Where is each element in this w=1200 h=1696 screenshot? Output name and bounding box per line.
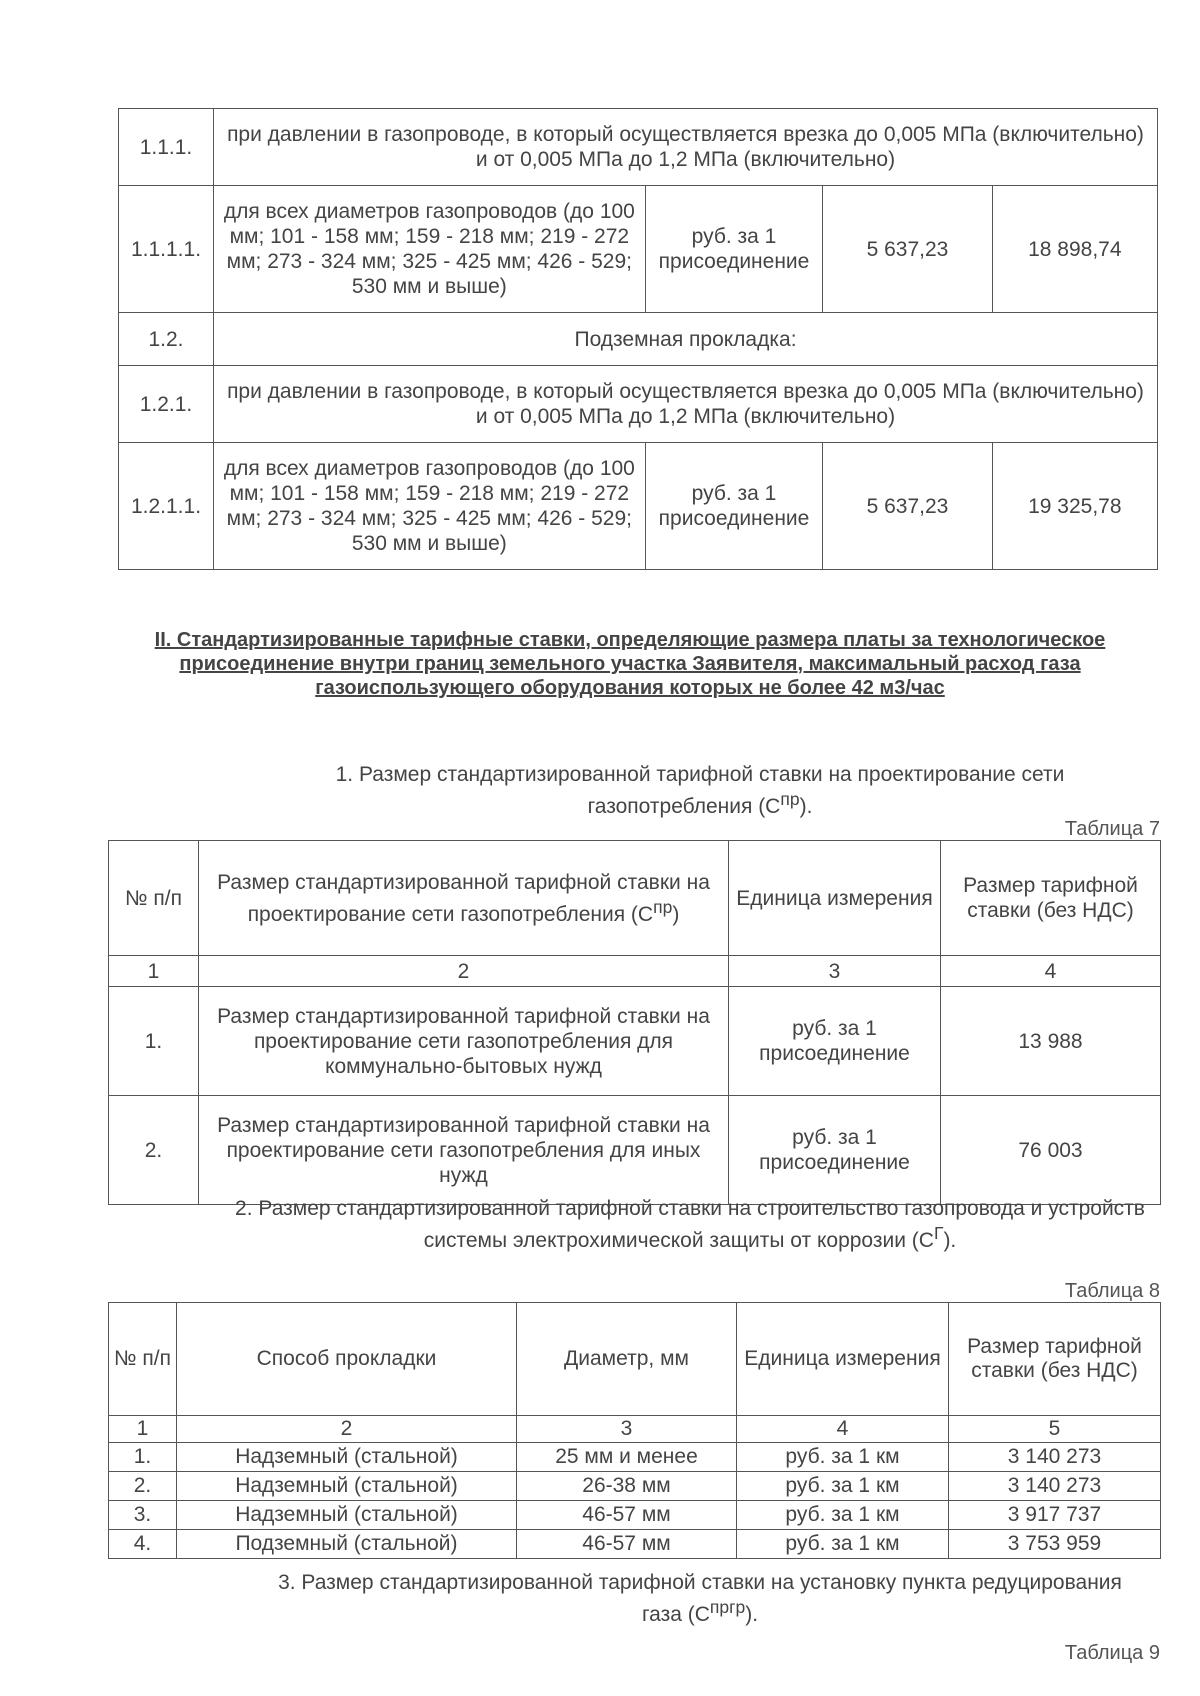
table-header-row xyxy=(109,1303,1161,1416)
caption-sup: Г xyxy=(933,1223,944,1243)
row-number: 2. xyxy=(109,1096,199,1205)
row-text: при давлении в газопроводе, в который осуществляется врезка до 0,005 МПа (включительно) и от 0,005 МПа до 1,2 МПа (включительно) xyxy=(214,109,1158,186)
row-code: 1.2.1.1. xyxy=(119,443,214,570)
column-numbers-row xyxy=(109,1416,1161,1443)
caption-tail: ). xyxy=(799,795,813,818)
header-num: № п/п xyxy=(109,841,199,956)
table-row xyxy=(119,313,1158,366)
table-7 xyxy=(108,840,1161,1205)
column-number: 3 xyxy=(729,956,941,987)
column-number: 1 xyxy=(109,956,199,987)
row-text: при давлении в газопроводе, в который осуществляется врезка до 0,005 МПа (включительно) и от 0,005 МПа до 1,2 МПа (включительно) xyxy=(214,366,1158,443)
table-row xyxy=(109,1096,1161,1205)
caption-tail: ). xyxy=(745,1603,759,1626)
row-number: 2. xyxy=(109,1472,177,1501)
row-value: 3 140 273 xyxy=(949,1443,1161,1472)
table-header-row xyxy=(109,841,1161,956)
row-unit: руб. за 1 км xyxy=(737,1501,949,1530)
row-unit: руб. за 1 км xyxy=(737,1530,949,1559)
table-8-label: Таблица 8 xyxy=(1064,1280,1160,1302)
header-name xyxy=(199,841,729,956)
caption-3 xyxy=(270,1570,1130,1627)
tariff-table-top xyxy=(118,108,1158,570)
row-diameter: 26-38 мм xyxy=(517,1472,737,1501)
header-num: № п/п xyxy=(109,1303,177,1416)
row-diameter: 46-57 мм xyxy=(517,1501,737,1530)
caption-tail: ). xyxy=(943,1229,957,1252)
section-title: II. Стандартизированные тарифные ставки, определяющие размера платы за технологическое присоединение внутри границ земельного участка Заявителя, максимальный расход газа газоиспользующего оборудования которых не более 42 м3/час xyxy=(154,629,1106,699)
row-value: 3 140 273 xyxy=(949,1472,1161,1501)
row-method: Надземный (стальной) xyxy=(177,1501,517,1530)
row-unit: руб. за 1 присоединение xyxy=(645,186,823,313)
row-number: 1. xyxy=(109,987,199,1096)
table-row xyxy=(109,1530,1161,1559)
row-value-1: 5 637,23 xyxy=(823,186,992,313)
table-row xyxy=(119,366,1158,443)
header-value: Размер тарифной ставки (без НДС) xyxy=(949,1303,1161,1416)
row-code: 1.1.1.1. xyxy=(119,186,214,313)
table-row xyxy=(119,109,1158,186)
table-9-label: Таблица 9 xyxy=(1064,1642,1160,1664)
caption-1 xyxy=(290,762,1110,819)
column-numbers-row xyxy=(109,956,1161,987)
row-unit: руб. за 1 присоединение xyxy=(729,987,941,1096)
row-description: для всех диаметров газопроводов (до 100 мм; 101 - 158 мм; 159 - 218 мм; 219 - 272 мм; 273 - 324 мм; 325 - 425 мм; 426 - 529; 530 мм и выше) xyxy=(214,443,646,570)
caption-text: 3. Размер стандартизированной тарифной ставки на установку пункта редуцирования газа (C xyxy=(278,1571,1122,1626)
column-number: 5 xyxy=(949,1416,1161,1443)
row-value-1: 5 637,23 xyxy=(823,443,992,570)
row-number: 4. xyxy=(109,1530,177,1559)
row-name: Размер стандартизированной тарифной ставки на проектирование сети газопотребления для иных нужд xyxy=(199,1096,729,1205)
row-number: 1. xyxy=(109,1443,177,1472)
header-method: Способ прокладки xyxy=(177,1303,517,1416)
row-code: 1.1.1. xyxy=(119,109,214,186)
column-number: 2 xyxy=(177,1416,517,1443)
column-number: 3 xyxy=(517,1416,737,1443)
row-method: Подземный (стальной) xyxy=(177,1530,517,1559)
row-unit: руб. за 1 присоединение xyxy=(645,443,823,570)
column-number: 4 xyxy=(941,956,1161,987)
table-8 xyxy=(108,1302,1161,1559)
row-value-2: 18 898,74 xyxy=(992,186,1157,313)
row-description: для всех диаметров газопроводов (до 100 мм; 101 - 158 мм; 159 - 218 мм; 219 - 272 мм; 273 - 324 мм; 325 - 425 мм; 426 - 529; 530 мм и выше) xyxy=(214,186,646,313)
row-unit: руб. за 1 км xyxy=(737,1472,949,1501)
table-row xyxy=(109,1443,1161,1472)
row-unit: руб. за 1 присоединение xyxy=(729,1096,941,1205)
table-row xyxy=(119,443,1158,570)
row-method: Надземный (стальной) xyxy=(177,1443,517,1472)
caption-text: 1. Размер стандартизированной тарифной ставки на проектирование сети газопотребления (C xyxy=(335,763,1065,818)
caption-sup: пргр xyxy=(709,1597,746,1617)
header-name-sup: пр xyxy=(653,896,673,917)
column-number: 1 xyxy=(109,1416,177,1443)
row-value-2: 19 325,78 xyxy=(992,443,1157,570)
table-row xyxy=(109,1472,1161,1501)
table-row xyxy=(109,987,1161,1096)
column-number: 4 xyxy=(737,1416,949,1443)
row-text: Подземная прокладка: xyxy=(214,313,1158,366)
row-value: 3 753 959 xyxy=(949,1530,1161,1559)
column-number: 2 xyxy=(199,956,729,987)
header-diameter: Диаметр, мм xyxy=(517,1303,737,1416)
header-value: Размер тарифной ставки (без НДС) xyxy=(941,841,1161,956)
row-diameter: 46-57 мм xyxy=(517,1530,737,1559)
row-diameter: 25 мм и менее xyxy=(517,1443,737,1472)
row-method: Надземный (стальной) xyxy=(177,1472,517,1501)
row-value: 13 988 xyxy=(941,987,1161,1096)
row-number: 3. xyxy=(109,1501,177,1530)
row-value: 3 917 737 xyxy=(949,1501,1161,1530)
caption-sup: пр xyxy=(780,789,800,809)
row-value: 76 003 xyxy=(941,1096,1161,1205)
row-code: 1.2.1. xyxy=(119,366,214,443)
caption-text: 2. Размер стандартизированной тарифной ставки на строительство газопровода и устройств системы электрохимической защиты от коррозии (C xyxy=(235,1197,1145,1252)
header-name-text: Размер стандартизированной тарифной ставки на проектирование сети газопотребления (C xyxy=(217,870,710,926)
row-code: 1.2. xyxy=(119,313,214,366)
row-unit: руб. за 1 км xyxy=(737,1443,949,1472)
table-row xyxy=(109,1501,1161,1530)
header-unit: Единица измерения xyxy=(737,1303,949,1416)
table-7-label: Таблица 7 xyxy=(1064,818,1160,840)
table-row xyxy=(119,186,1158,313)
header-unit: Единица измерения xyxy=(729,841,941,956)
row-name: Размер стандартизированной тарифной ставки на проектирование сети газопотребления для коммунально-бытовых нужд xyxy=(199,987,729,1096)
caption-2 xyxy=(220,1196,1160,1253)
header-name-tail: ) xyxy=(672,902,680,926)
